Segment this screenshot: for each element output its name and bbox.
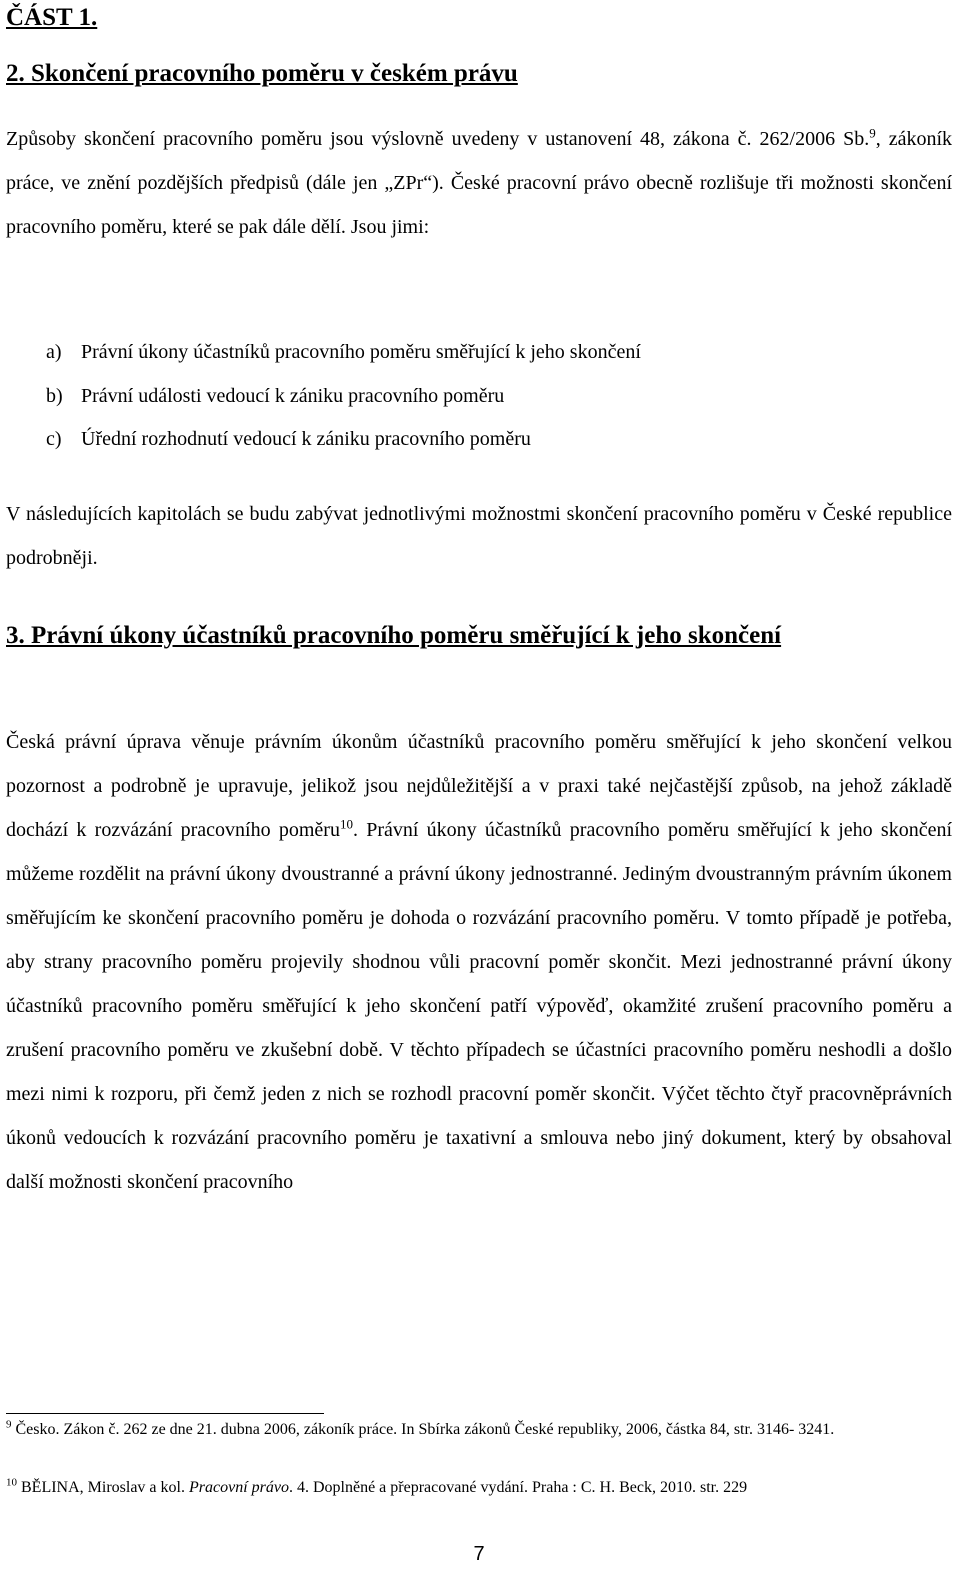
list-item-letter: b)	[46, 384, 63, 407]
list-item	[46, 418, 641, 462]
section-2-closing: V následujících kapitolách se budu zabývat jednotlivými možnostmi skončení pracovního poměru v České republice podrobněji.	[6, 503, 952, 569]
termination-types-list	[46, 331, 641, 462]
footnote-text: Česko. Zákon č. 262 ze dne 21. dubna 2006, zákoník práce. In Sbírka zákonů České republiky, 2006, částka 84, str. 3146- 3241.	[15, 1421, 835, 1438]
list-item	[46, 331, 641, 375]
intro-text-end: , zákoník práce, ve znění pozdějších předpisů (dále jen „ZPr“). České pracovní právo obecně rozlišuje tři možnosti skončení pracovního poměru, které se pak dále dělí. Jsou jimi:	[6, 128, 953, 238]
footnote-ref-10[interactable]: 10	[339, 816, 353, 832]
page-number: 7	[473, 1543, 485, 1565]
body-text-end: . Právní úkony účastníků pracovního poměru směřující k jeho skončení můžeme rozdělit na právní úkony dvoustranné a právní úkony jednostranné. Jediným dvoustranným právním úkonem směřujícím ke skončení pracovního poměru je dohoda o rozvázání pracovního poměru. V tomto případě je potřeba, aby strany pracovního poměru projevily shodnou vůli pracovní poměr skončit. Mezi jednostranné právní úkony účastníků pracovního poměru směřující k jeho skončení patří výpověď, okamžité zrušení pracovního poměru a zrušení pracovního poměru ve zkušební době. V těchto případech se účastníci pracovního poměru neshodli a došlo mezi nimi k rozporu, při čemž jeden z nich se rozhodl pracovní poměr skončit. Výčet těchto čtyř pracovněprávních úkonů vedoucích k rozvázání pracovního poměru je taxativní a smlouva nebo jiný dokument, který by obsahoval další možnosti skončení pracovního	[6, 819, 952, 1193]
footnote-book-title: Pracovní právo	[188, 1479, 289, 1496]
list-item-text: Právní události vedoucí k zániku pracovního poměru	[81, 384, 505, 407]
list-item-text: Právní úkony účastníků pracovního poměru směřující k jeho skončení	[81, 341, 641, 363]
section-3-heading	[6, 615, 952, 657]
list-item-letter: a)	[46, 341, 62, 363]
footnote-9	[6, 1420, 952, 1440]
footnote-text-end: . 4. Doplněné a přepracované vydání. Praha : C. H. Beck, 2010. str. 229	[288, 1479, 748, 1496]
footnote-number: 10	[6, 1476, 17, 1489]
footnote-ref-9[interactable]: 9	[869, 125, 876, 141]
footnote-separator	[6, 1413, 324, 1414]
footnote-10	[6, 1478, 952, 1498]
list-item-letter: c)	[46, 428, 62, 450]
list-item	[46, 375, 641, 419]
part-heading: ČÁST 1.	[6, 4, 98, 31]
intro-text-start: Způsoby skončení pracovního poměru jsou výslovně uvedeny v ustanovení 48, zákona č. 262/2006 Sb.	[6, 128, 870, 150]
body-text-start: Česká právní úprava věnuje právním úkonům účastníků pracovního poměru směřující k jeho skončení velkou pozornost a podrobně je upravuje, jelikož jsou nejdůležitější a v praxi také nejčastější způsob, na jehož základě dochází k rozvázání pracovního poměru	[6, 731, 952, 841]
footnote-text: BĚLINA, Miroslav a kol.	[21, 1479, 189, 1496]
section-2-heading: 2. Skončení pracovního poměru v českém právu	[6, 60, 518, 87]
footnote-number: 9	[6, 1418, 12, 1431]
section-2-intro	[6, 117, 952, 249]
section-3-heading-text: 3. Právní úkony účastníků pracovního poměru směřující k jeho skončení	[6, 622, 782, 649]
list-item-text: Úřední rozhodnutí vedoucí k zániku pracovního poměru	[81, 428, 531, 450]
section-3-body	[6, 720, 952, 1204]
